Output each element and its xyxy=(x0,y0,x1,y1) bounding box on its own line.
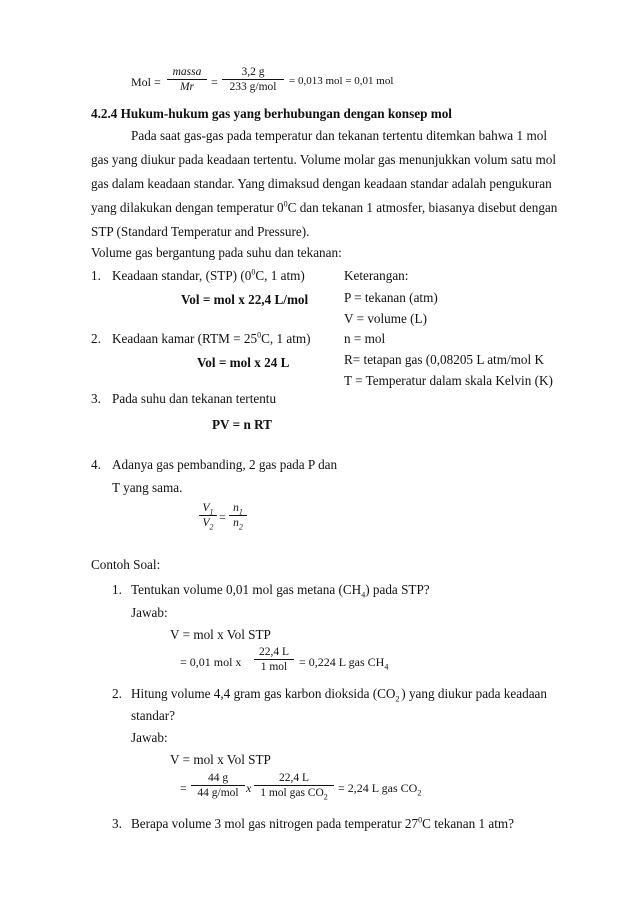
q2-number: 2. xyxy=(112,686,122,701)
q2-line-2: standar? xyxy=(131,708,175,723)
section-title: 4.2.4 Hukum-hukum gas yang berhubungan dengan konsep mol xyxy=(91,106,452,121)
paragraph-line-3: gas dalam keadaan standar. Yang dimaksud dengan keadaan standar adalah pengukuran xyxy=(91,176,552,191)
contoh-title: Contoh Soal: xyxy=(91,557,161,572)
paragraph-line-5: STP (Standard Temperatur and Pressure). xyxy=(91,224,310,239)
item-4-number: 4. xyxy=(91,457,101,472)
item-3-text: Pada suhu dan tekanan tertentu xyxy=(112,391,277,406)
item-1-number: 1. xyxy=(91,268,101,283)
q2-formula-1: V = mol x Vol STP xyxy=(170,752,271,767)
item-1-formula: Vol = mol x 22,4 L/mol xyxy=(181,292,309,307)
keterangan-title: Keterangan: xyxy=(344,268,409,283)
item-4-line-2: T yang sama. xyxy=(112,480,183,495)
keterangan-p: P = tekanan (atm) xyxy=(344,290,438,305)
q1-number: 1. xyxy=(112,582,122,597)
item-4-line-1: Adanya gas pembanding, 2 gas pada P dan xyxy=(112,457,338,472)
item-3-number: 3. xyxy=(91,391,101,406)
item-1-text: Keadaan standar, (STP) ($0^0C$, 1 atm) xyxy=(112,267,305,283)
item-2-formula: Vol = mol x 24 L xyxy=(197,355,290,370)
volume-intro: Volume gas bergantung pada suhu dan tekanan: xyxy=(91,245,342,260)
q3-number: 3. xyxy=(112,816,122,831)
keterangan-v: V = volume (L) xyxy=(344,311,428,326)
keterangan-r: R= tetapan gas (0,08205 L atm/mol K xyxy=(344,352,544,367)
fraction-massa-mr: massa Mr xyxy=(167,66,207,94)
item-2-text: Keadaan kamar ($RTM = 25^0C$, 1 atm) xyxy=(112,330,311,346)
mol-result: = 0,013 mol = 0,01 mol xyxy=(289,75,394,87)
q1-jawab: Jawab: xyxy=(131,605,168,620)
q1-formula-1: V = mol x Vol STP xyxy=(170,627,271,642)
paragraph-line-4: yang dilakukan dengan temperatur $0^0$ C dan tekanan 1 atmosfer, biasanya disebut dengan xyxy=(91,199,558,215)
q2-line-1: Hitung volume 4,4 gram gas karbon dioksida ($CO_2$ ) yang diukur pada keadaan xyxy=(131,686,547,704)
keterangan-t: T = Temperatur dalam skala Kelvin (K) xyxy=(344,373,553,388)
paragraph-line-2: gas yang diukur pada keadaan tertentu. Volume molar gas menunjukkan volum satu mol xyxy=(91,152,556,167)
item-2-number: 2. xyxy=(91,331,101,346)
q2-jawab: Jawab: xyxy=(131,730,168,745)
item-3-formula: PV = n RT xyxy=(212,417,272,432)
keterangan-n: n = mol xyxy=(344,331,386,346)
q1-text: Tentukan volume 0,01 mol gas metana $(CH_4)$ pada STP? xyxy=(131,582,430,600)
mol-label: Mol = xyxy=(131,75,161,89)
fraction-mass-value: 3,2 g 233 g/mol xyxy=(222,66,284,94)
q3-text: Berapa volume 3 mol gas nitrogen pada temperatur $27^0C$ tekanan 1 atm? xyxy=(131,815,515,831)
paragraph-line-1: Pada saat gas-gas pada temperatur dan tekanan tertentu ditemkan bahwa 1 mol xyxy=(131,128,547,143)
